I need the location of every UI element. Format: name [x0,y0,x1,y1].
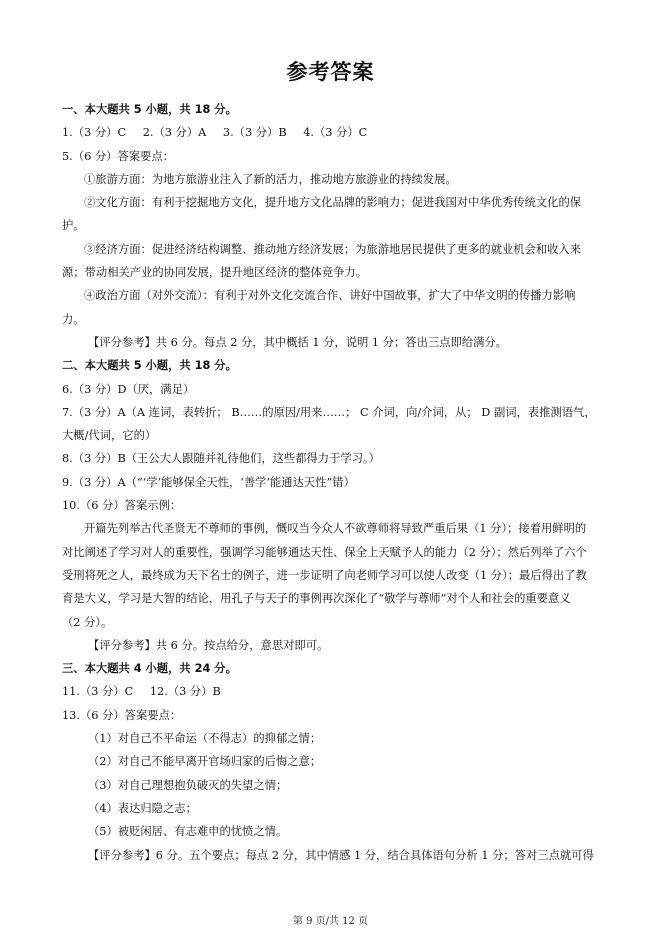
q5-point-politics-cont: 力。 [62,312,85,326]
answer-7-line-2: 大概/代词，它的） [62,429,157,443]
q10-scoring-note: 【评分参考】共 6 分。按点给分，意思对即可。 [88,638,329,652]
q5-point-culture-cont: 护。 [62,219,85,233]
answer-1: 1.（3 分）C [62,126,127,140]
q13-point: （3）对自己理想抱负破灭的失望之情； [88,778,288,792]
answer-6: 6.（3 分）D（厌，满足） [62,382,195,396]
q10-paragraph-line: 受刑将死之人，最终成为天下名士的例子，进一步证明了向老师学习可以使人改变（1 分）；最后得出了教 [62,568,587,582]
q10-paragraph-line: 对比阐述了学习对人的重要性，强调学习能够通达天性、保全上天赋予人的能力（2 分）；然后列举了六个 [62,545,587,559]
q5-point-economy: ③经济方面：促进经济结构调整、推动地方经济发展；为旅游地居民提供了更多的就业机会和收入来 [84,242,582,256]
answer-content [62,98,610,867]
q5-point-politics: ④政治方面（对外交流）：有利于对外文化交流合作、讲好中国故事，扩大了中华文明的传播力影响 [84,289,576,303]
answers-1-4 [62,121,610,144]
answers-11-12 [62,680,610,703]
section-heading-2: 二、本大题共 5 小题，共 18 分。 [62,359,237,373]
q13-point: （1）对自己不平命运（不得志）的抑郁之情； [88,732,322,746]
answer-3: 3.（3 分）B [222,126,287,140]
q5-point-culture: ②文化方面：有利于挖掘地方文化，提升地方文化品牌的影响力；促进我国对中华优秀传统文化的保 [84,196,582,210]
section-heading-3: 三、本大题共 4 小题，共 24 分。 [62,662,237,676]
answer-7-line-1: 7.（3 分）A（A 连词，表转折； B……的原因/用来……； C 介词，向/介词，从； D 副词，表推测语气， [62,405,596,419]
q13-point: （2）对自己不能早离开官场归家的后悔之意； [88,755,322,769]
q5-scoring-note: 【评分参考】共 6 分。每点 2 分，其中概括 1 分，说明 1 分；答出三点即给满分。 [88,335,507,349]
q13-point: （5）被贬闲居、有志难申的忧愤之情。 [88,825,288,839]
q5-point-tourism: ①旅游方面：为地方旅游业注入了新的活力，推动地方旅游业的持续发展。 [84,172,457,186]
q10-paragraph-line: 开篇先列举古代圣贤无不尊师的事例，慨叹当今众人不欲尊师将导致严重后果（1 分）；接着用鲜明的 [84,522,587,536]
q5-point-economy-cont: 源；带动相关产业的协同发展，提升地区经济的整体竞争力。 [62,266,368,280]
answer-12: 12.（3 分）B [149,685,221,699]
section-heading-1: 一、本大题共 5 小题，共 18 分。 [62,103,237,116]
q10-paragraph-line: 育是大义，学习是大智的结论，用孔子与天子的事例再次深化了“敬学与尊师”对个人和社会的重要意义 [62,592,571,606]
q13-point: （4）表达归隐之志； [88,801,197,815]
question-5-head: 5.（6 分）答案要点： [62,149,174,163]
question-10-head: 10.（6 分）答案示例： [62,499,182,513]
page-title: 参考答案 [286,60,375,84]
answer-9: 9.（3 分）A（“‘学’能够保全天性，‘善学’能通达天性”错） [62,475,355,489]
answer-8: 8.（3 分）B（王公大人跟随并礼待他们，这些都得力于学习。） [62,452,380,466]
q13-scoring-note: 【评分参考】6 分。五个要点；每点 2 分，其中情感 1 分，结合具体语句分析 1 分；答对三点就可得 [88,848,594,862]
page-number: 第 9 页/共 12 页 [292,916,369,927]
q10-paragraph-line: （2 分）。 [62,615,113,629]
question-13-head: 13.（6 分）答案要点： [62,708,182,722]
answer-4: 4.（3 分）C [303,126,368,140]
answer-2: 2.（3 分）A [142,126,207,140]
answer-11: 11.（3 分）C [62,685,134,699]
